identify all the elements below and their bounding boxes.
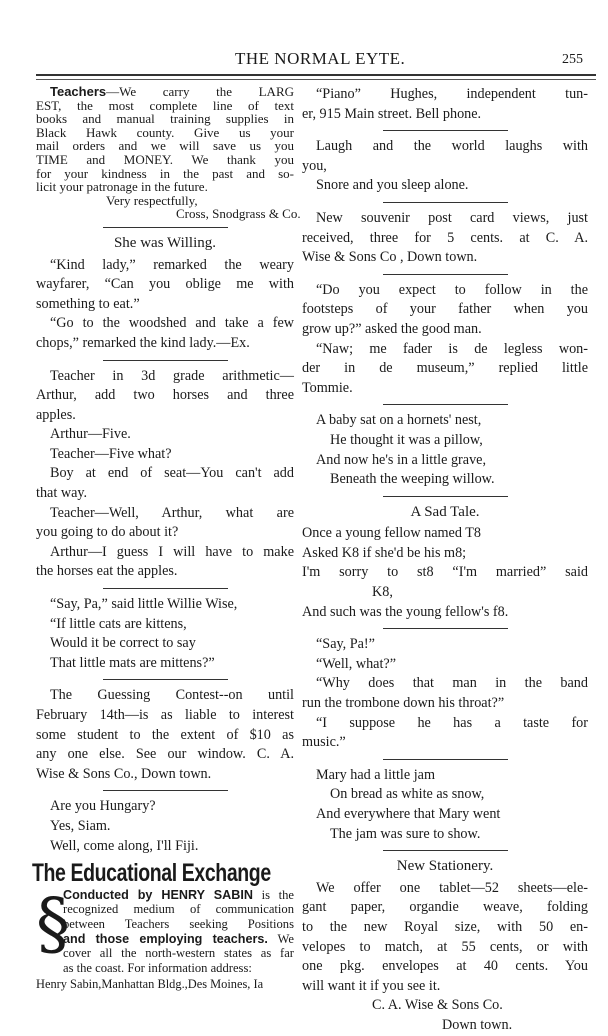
text-line: “Do you expect to follow in the xyxy=(316,281,588,298)
article-block xyxy=(36,314,294,353)
text-line: some student to the extent of $10 as xyxy=(36,726,294,743)
text-line: Beneath the weeping willow. xyxy=(330,471,495,488)
text-line: Wise & Sons Co , Down town. xyxy=(302,249,478,266)
separator-rule xyxy=(103,790,228,791)
separator-rule xyxy=(383,628,508,629)
text-line: “Piano” Hughes, independent tun- xyxy=(316,86,588,102)
text-line: “Well, what?” xyxy=(316,655,396,672)
right-column xyxy=(302,85,588,1036)
text-line: Conducted by HENRY SABIN is the xyxy=(63,887,294,902)
text-line: The Guessing Contest--on until xyxy=(50,687,294,704)
text-line: We offer one tablet—52 sheets—ele- xyxy=(316,879,588,896)
publication-title: THE NORMAL EYTE. xyxy=(235,49,406,68)
text-line: Mary had a little jam xyxy=(316,766,435,783)
article-block xyxy=(302,524,588,622)
article-block xyxy=(36,797,294,856)
article-block xyxy=(302,879,588,997)
article-block xyxy=(36,85,294,194)
text-line: and those employing teachers. We xyxy=(63,931,294,946)
article-block xyxy=(302,996,588,1035)
text-line: Laugh and the world laughs with xyxy=(316,138,588,155)
text-line: Wise & Sons Co., Down town. xyxy=(36,765,212,782)
article-heading: A Sad Tale. xyxy=(410,503,480,520)
text-line: Arthur—Five. xyxy=(50,426,131,443)
article-block xyxy=(302,766,588,844)
article-block xyxy=(36,256,294,315)
text-line: Black Hawk county. Give us your xyxy=(36,124,294,140)
text-line: cover all the north-western states as far xyxy=(63,946,294,961)
text-line: footsteps of your father when you xyxy=(302,301,588,318)
text-line: On bread as white as snow, xyxy=(330,786,485,803)
article-block xyxy=(302,714,588,753)
text-line: February 14th—is as liable to interest xyxy=(36,707,294,723)
text-line: Well, come along, I'll Fiji. xyxy=(50,837,199,854)
text-line: New souvenir post card views, just xyxy=(316,209,588,226)
text-line: something to eat.” xyxy=(36,295,140,312)
text-line: Asked K8 if she'd be his m8; xyxy=(302,544,467,561)
article-block xyxy=(302,176,588,196)
text-line: Are you Hungary? xyxy=(50,798,156,815)
text-line: apples. xyxy=(36,406,76,423)
text-line: “Say, Pa!” xyxy=(316,636,375,653)
ad-title: The Educational Exchange xyxy=(32,859,271,888)
header-rule xyxy=(36,74,596,80)
article-block xyxy=(302,137,588,176)
text-line: gant paper, organdie weave, folding xyxy=(302,899,588,916)
text-line: licit your patronage in the future. xyxy=(36,179,208,195)
educational-exchange-ad xyxy=(32,859,294,993)
text-line: Arthur—I guess I will have to make xyxy=(50,543,294,560)
text-line: I'm sorry to st8 “I'm married” said xyxy=(302,564,588,581)
page-number: 255 xyxy=(562,52,583,67)
separator-rule xyxy=(383,130,508,131)
article-heading: She was Willing. xyxy=(113,234,217,251)
text-line: for your kindness in the past and so- xyxy=(36,165,294,181)
text-line: A baby sat on a hornets' nest, xyxy=(316,412,482,429)
text-line: And such was the young fellow's f8. xyxy=(302,603,509,620)
text-line: Yes, Siam. xyxy=(50,817,111,834)
separator-rule xyxy=(103,588,228,589)
article-block xyxy=(36,464,294,503)
text-line: “Kind lady,” remarked the weary xyxy=(50,256,294,273)
separator-rule xyxy=(383,850,508,851)
text-line: Once a young fellow named T8 xyxy=(302,525,481,542)
article-block xyxy=(302,655,588,675)
text-line: the horses eat the apples. xyxy=(36,563,178,580)
text-line: Teacher—Well, Arthur, what are xyxy=(50,504,294,521)
text-line: velopes to match, at 55 cents, or with xyxy=(302,938,588,955)
text-line: any one else. See our window. C. A. xyxy=(36,746,294,763)
text-line: er, 915 Main street. Bell phone. xyxy=(302,105,482,122)
text-line: music.” xyxy=(302,734,346,751)
article-block xyxy=(302,209,588,268)
text-line: recognized medium of communication xyxy=(63,902,294,917)
ad-body xyxy=(36,884,294,976)
text-line: Tommie. xyxy=(302,379,353,396)
text-line: Boy at end of seat—You can't add xyxy=(50,465,294,482)
article-block xyxy=(36,367,294,426)
text-line: The jam was sure to show. xyxy=(330,825,481,842)
text-line: run the trombone down his throat?” xyxy=(302,695,505,712)
text-line: Down town. xyxy=(442,1016,513,1033)
text-line: “If little cats are kittens, xyxy=(50,615,187,632)
text-line: “Naw; me fader is de legless won- xyxy=(316,340,588,357)
text-line: Cross, Snodgrass & Co. xyxy=(176,206,301,222)
text-line: C. A. Wise & Sons Co. xyxy=(372,997,503,1014)
article-block xyxy=(302,281,588,340)
ad-address: Henry Sabin,Manhattan Bldg.,Des Moines, Ia xyxy=(36,977,264,992)
article-block xyxy=(302,635,588,655)
separator-rule xyxy=(383,202,508,203)
article-block xyxy=(36,445,294,465)
text-line: And now he's in a little grave, xyxy=(316,451,487,468)
separator-rule xyxy=(383,274,508,275)
text-line: He thought it was a pillow, xyxy=(330,431,483,448)
text-line: received, three for 5 cents. at C. A. xyxy=(302,229,588,246)
text-line: “I suppose he has a taste for xyxy=(316,714,588,731)
text-line: that way. xyxy=(36,485,88,502)
article-heading: New Stationery. xyxy=(396,858,494,875)
separator-rule xyxy=(383,759,508,760)
text-line: And everywhere that Mary went xyxy=(316,806,501,822)
text-line: grow up?” asked the good man. xyxy=(302,320,482,337)
text-line: Teachers—We carry the LARG xyxy=(50,84,294,99)
article-block xyxy=(36,543,294,582)
article-block xyxy=(302,85,588,124)
article-block xyxy=(302,411,588,489)
text-line: you, xyxy=(302,157,327,174)
article-block xyxy=(36,595,294,673)
text-line: will want it if you see it. xyxy=(302,977,441,994)
text-line: as the coast. For information address: xyxy=(63,960,252,975)
text-line: Teacher in 3d grade arithmetic— xyxy=(50,367,294,384)
text-line: you going to do about it? xyxy=(36,524,179,541)
separator-rule xyxy=(103,360,228,361)
left-column xyxy=(32,84,301,993)
separator-rule xyxy=(103,227,228,228)
text-line: to the new Royal size, with 50 en- xyxy=(302,918,588,935)
text-line: Teacher—Five what? xyxy=(50,445,172,462)
text-line: “Say, Pa,” said little Willie Wise, xyxy=(50,596,238,613)
article-block xyxy=(302,674,588,713)
text-line: between Teachers seeking Positions xyxy=(63,916,294,931)
separator-rule xyxy=(383,404,508,405)
text-line: chops,” remarked the kind lady.—Ex. xyxy=(36,334,250,351)
text-line: “Go to the woodshed and take a few xyxy=(50,315,294,332)
text-line: Very respectfully, xyxy=(106,192,198,208)
text-line: mail orders and we will save us you xyxy=(36,138,294,154)
text-line: Arthur, add two horses and three xyxy=(36,387,294,404)
text-line: That little mats are mittens?” xyxy=(50,654,215,671)
text-line: K8, xyxy=(372,584,393,601)
text-line: books and manual training supplies in xyxy=(36,111,294,127)
separator-rule xyxy=(383,496,508,497)
text-line: “Why does that man in the band xyxy=(316,675,588,692)
text-line: der in de museum,” replied little xyxy=(302,360,588,377)
article-block xyxy=(36,686,294,784)
page-header xyxy=(0,49,608,73)
text-line: EST, the most complete line of text xyxy=(36,97,294,113)
scroll-ornament-icon: § xyxy=(36,884,70,964)
text-line: Would it be correct to say xyxy=(50,635,196,652)
separator-rule xyxy=(103,679,228,680)
text-line: wayfarer, “Can you oblige me with xyxy=(36,276,294,293)
article-block xyxy=(36,192,301,222)
article-block xyxy=(302,340,588,399)
text-line: Snore and you sleep alone. xyxy=(316,177,469,194)
article-block xyxy=(36,425,294,445)
text-line: TIME and MONEY. We thank you xyxy=(36,151,294,167)
text-line: one pkg. envelopes at 40 cents. You xyxy=(302,958,588,975)
article-block xyxy=(36,504,294,543)
